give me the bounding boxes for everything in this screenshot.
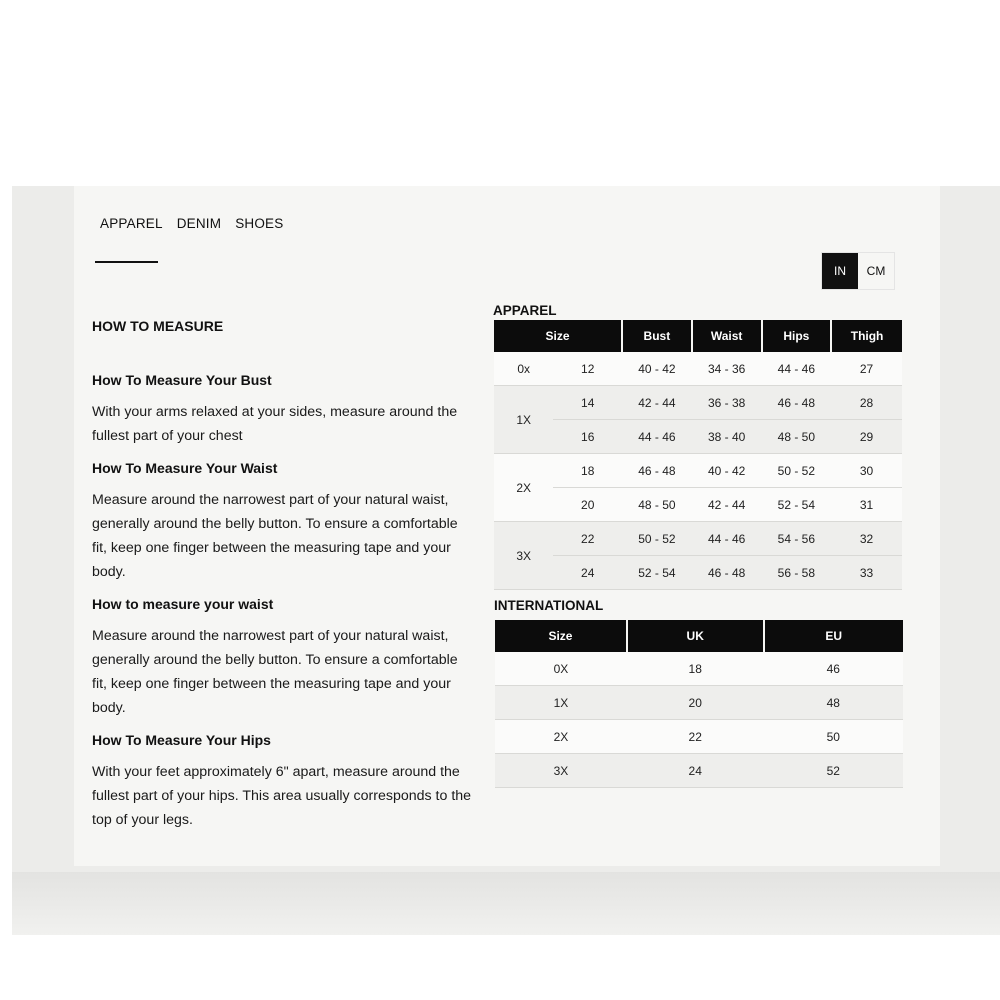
table-cell: 12 <box>553 352 622 386</box>
table-cell: 52 - 54 <box>762 488 832 522</box>
international-table-title: INTERNATIONAL <box>494 598 604 613</box>
table-cell: 32 <box>831 522 902 556</box>
intl-header-size: Size <box>495 620 627 652</box>
table-cell: 54 - 56 <box>762 522 832 556</box>
table-cell: 0X <box>495 652 627 686</box>
guide-text-bust: With your arms relaxed at your sides, measure around the fullest part of your chest <box>92 404 458 444</box>
table-cell: 46 - 48 <box>762 386 832 420</box>
table-cell: 31 <box>831 488 902 522</box>
monitor-bezel <box>12 872 1000 935</box>
international-size-table <box>495 620 903 788</box>
measure-guide <box>92 318 472 844</box>
apparel-size-table <box>494 320 902 590</box>
table-cell: 44 - 46 <box>622 420 692 454</box>
unit-cm-button[interactable]: CM <box>858 253 894 289</box>
apparel-header-thigh: Thigh <box>831 320 902 352</box>
table-row <box>494 522 902 556</box>
table-cell: 3X <box>495 754 627 788</box>
table-cell: 24 <box>627 754 764 788</box>
table-row <box>494 556 902 590</box>
table-cell: 20 <box>627 686 764 720</box>
table-cell: 40 - 42 <box>622 352 692 386</box>
table-cell: 48 - 50 <box>622 488 692 522</box>
table-cell: 52 <box>764 754 903 788</box>
table-cell: 34 - 36 <box>692 352 762 386</box>
tab-shoes[interactable]: SHOES <box>235 216 284 231</box>
table-cell: 50 <box>764 720 903 754</box>
intl-header-uk: UK <box>627 620 764 652</box>
table-cell: 18 <box>627 652 764 686</box>
apparel-header-size: Size <box>494 320 622 352</box>
table-cell: 20 <box>553 488 622 522</box>
table-cell: 52 - 54 <box>622 556 692 590</box>
guide-text-hips: With your feet approximately 6" apart, measure around the fullest part of your hips. This area usually corresponds to the top of your legs. <box>92 764 472 828</box>
table-cell: 22 <box>553 522 622 556</box>
table-cell: 44 - 46 <box>762 352 832 386</box>
table-cell: 50 - 52 <box>622 522 692 556</box>
size-label-cell: 0x <box>494 352 553 386</box>
table-cell: 27 <box>831 352 902 386</box>
table-cell: 56 - 58 <box>762 556 832 590</box>
table-cell: 46 - 48 <box>692 556 762 590</box>
guide-heading-waist: How To Measure Your Waist <box>92 460 278 476</box>
table-cell: 38 - 40 <box>692 420 762 454</box>
table-cell: 46 <box>764 652 903 686</box>
table-cell: 22 <box>627 720 764 754</box>
tab-apparel[interactable]: APPAREL <box>100 216 163 231</box>
guide-heading-waist-2: How to measure your waist <box>92 596 274 612</box>
table-row <box>495 754 903 788</box>
table-cell: 30 <box>831 454 902 488</box>
table-row <box>495 686 903 720</box>
guide-heading-hips: How To Measure Your Hips <box>92 732 271 748</box>
guide-text-waist: Measure around the narrowest part of your natural waist, generally around the belly button. To ensure a comfortable fit, keep one finger between the measuring tape and your body. <box>92 492 458 580</box>
table-cell: 48 - 50 <box>762 420 832 454</box>
table-cell: 44 - 46 <box>692 522 762 556</box>
table-cell: 14 <box>553 386 622 420</box>
table-cell: 24 <box>553 556 622 590</box>
table-cell: 42 - 44 <box>692 488 762 522</box>
guide-heading-bust: How To Measure Your Bust <box>92 372 272 388</box>
size-guide-panel <box>74 186 940 866</box>
table-cell: 46 - 48 <box>622 454 692 488</box>
table-cell: 42 - 44 <box>622 386 692 420</box>
table-row <box>494 386 902 420</box>
table-cell: 1X <box>495 686 627 720</box>
tab-denim[interactable]: DENIM <box>176 216 222 231</box>
table-cell: 2X <box>495 720 627 754</box>
category-tabs <box>100 216 283 231</box>
table-cell: 40 - 42 <box>692 454 762 488</box>
guide-title: HOW TO MEASURE <box>92 318 224 334</box>
intl-header-row <box>495 620 903 652</box>
table-cell: 29 <box>831 420 902 454</box>
active-tab-indicator <box>95 261 158 263</box>
guide-text-waist-2: Measure around the narrowest part of your natural waist, generally around the belly button. To ensure a comfortable fit, keep one finger between the measuring tape and your body. <box>92 628 458 716</box>
size-label-cell: 2X <box>494 454 553 522</box>
size-label-cell: 3X <box>494 522 553 590</box>
table-cell: 48 <box>764 686 903 720</box>
table-cell: 36 - 38 <box>692 386 762 420</box>
table-cell: 18 <box>553 454 622 488</box>
table-row <box>494 420 902 454</box>
table-cell: 33 <box>831 556 902 590</box>
size-label-cell: 1X <box>494 386 553 454</box>
unit-in-button[interactable]: IN <box>822 253 858 289</box>
unit-toggle <box>821 252 895 290</box>
apparel-table-title: APPAREL <box>493 303 557 318</box>
apparel-header-row <box>494 320 902 352</box>
table-row <box>495 652 903 686</box>
table-cell: 50 - 52 <box>762 454 832 488</box>
table-cell: 16 <box>553 420 622 454</box>
apparel-header-hips: Hips <box>762 320 832 352</box>
table-row <box>494 488 902 522</box>
table-row <box>494 352 902 386</box>
monitor-frame <box>12 186 1000 935</box>
apparel-header-bust: Bust <box>622 320 692 352</box>
table-cell: 28 <box>831 386 902 420</box>
table-row <box>495 720 903 754</box>
table-row <box>494 454 902 488</box>
apparel-header-waist: Waist <box>692 320 762 352</box>
intl-header-eu: EU <box>764 620 903 652</box>
